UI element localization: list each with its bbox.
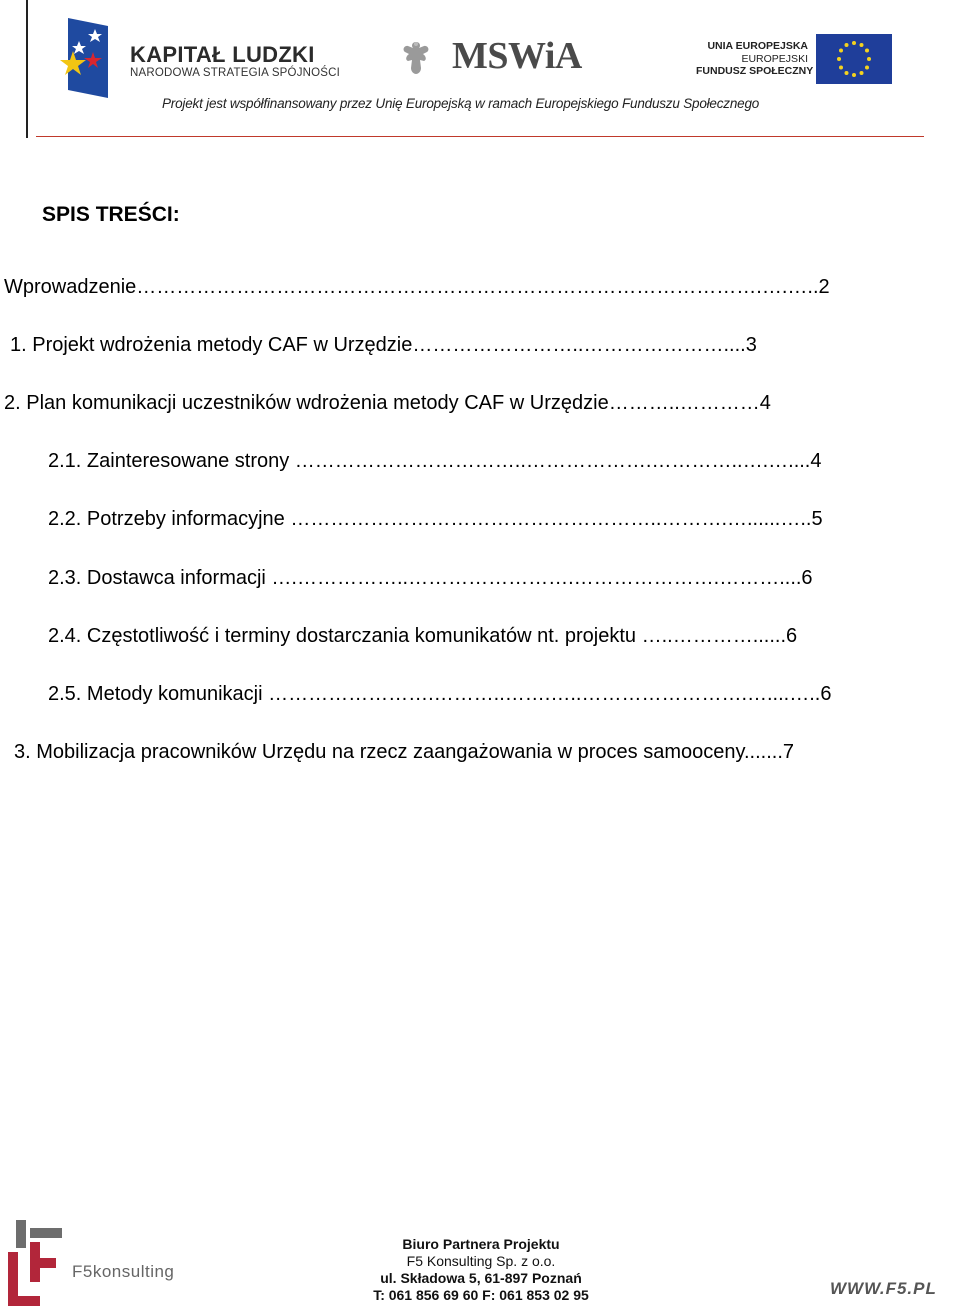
header-divider xyxy=(36,136,924,137)
footer-line-phone: T: 061 856 69 60 F: 061 853 02 95 xyxy=(373,1287,589,1303)
footer-line-company: F5 Konsulting Sp. z o.o. xyxy=(406,1253,556,1269)
footer-line-address: ul. Składowa 5, 61-897 Poznań xyxy=(380,1270,582,1286)
toc-entry-2-5[interactable]: 2.5. Metody komunikacji …………………….………..…….…..…………………….…....…..6 xyxy=(48,683,832,705)
toc-entry-2[interactable]: 2. Plan komunikacji uczestników wdrożenia metody CAF w Urzędzie………..…………4 xyxy=(4,392,771,414)
eu-flag-icon xyxy=(816,34,892,84)
f5-konsulting-name: F5konsulting xyxy=(72,1262,175,1281)
footer-contact xyxy=(340,1236,622,1304)
polish-eagle-icon xyxy=(400,38,432,78)
kapital-ludzki-logo-icon xyxy=(58,16,118,100)
footer-line-office: Biuro Partnera Projektu xyxy=(402,1236,560,1252)
footer-website-link[interactable]: WWW.F5.PL xyxy=(830,1279,937,1298)
eu-line: EUROPEJSKI xyxy=(741,52,808,65)
toc-entry-1[interactable]: 1. Projekt wdrożenia metody CAF w Urzędzie……………………..…………………....3 xyxy=(10,334,757,356)
toc-entry-introduction[interactable]: Wprowadzenie………………………………………………………………………………….….…..2 xyxy=(4,276,830,298)
header-left-rule xyxy=(26,0,28,138)
eu-fund-label xyxy=(696,40,814,78)
mswia-text: MSWiA xyxy=(452,35,582,77)
toc-title: SPIS TREŚCI: xyxy=(42,203,180,226)
kapital-ludzki-title: KAPITAŁ LUDZKI xyxy=(130,42,315,67)
mswia-logo-text xyxy=(452,34,582,78)
eu-line: FUNDUSZ SPOŁECZNY xyxy=(696,65,814,77)
toc-entry-2-3[interactable]: 2.3. Dostawca informacji ….……………..…………………….………………….………....6 xyxy=(48,567,813,589)
eu-line: UNIA EUROPEJSKA xyxy=(707,40,808,52)
toc-entry-2-2[interactable]: 2.2. Potrzeby informacyjne ………………………………………………..……….…......…..5 xyxy=(48,508,823,530)
toc-entry-2-4[interactable]: 2.4. Częstotliwość i terminy dostarczania komunikatów nt. projektu …..…………......6 xyxy=(48,625,798,647)
toc-entry-2-1[interactable]: 2.1. Zainteresowane strony ……………………………..……………….…………..….…....4 xyxy=(48,450,822,472)
f5-konsulting-logo-icon xyxy=(6,1218,66,1308)
cofinance-statement: Projekt jest współfinansowany przez Unię Europejską w ramach Europejskiego Funduszu Społecznego xyxy=(162,96,760,111)
kapital-ludzki-subtitle: NARODOWA STRATEGIA SPÓJNOŚCI xyxy=(130,67,341,79)
toc-entry-3[interactable]: 3. Mobilizacja pracowników Urzędu na rzecz zaangażowania w proces samooceny.......7 xyxy=(14,741,794,763)
